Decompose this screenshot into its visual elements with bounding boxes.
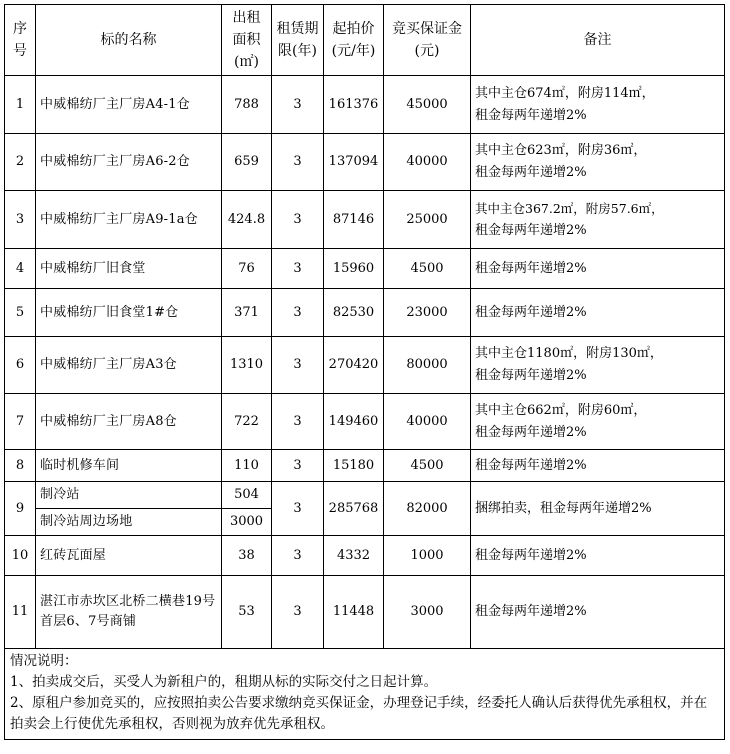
row-area: 788 [222,76,272,134]
table-row [5,394,725,450]
row-price: 137094 [324,134,384,191]
notes-line: 2、原租户参加竞买的，应按照拍卖公告要求缴纳竞买保证金，办理登记手续，经委托人确认后获得优先承租权，并在拍卖会上行使优先承租权，否则视为放弃优先承租权。 [10,695,708,732]
row-no: 6 [5,337,36,394]
row-name: 临时机修车间 [36,450,222,482]
row-remark [471,134,725,191]
remark-line: 其中主仓1180㎡，附房130㎡， [475,346,663,361]
row-term: 3 [272,191,324,249]
row-area: 38 [222,536,272,576]
row-name: 红砖瓦面屋 [36,536,222,576]
header-no: 序号 [5,5,36,76]
row-area: 659 [222,134,272,191]
row-remark [471,191,725,249]
row-no: 9 [5,482,36,536]
remark-line: 租金每两年递增2% [475,107,587,123]
row-name: 中威棉纺厂旧食堂 [36,249,222,289]
row-name: 制冷站周边场地 [36,509,222,536]
row-price: 15180 [324,450,384,482]
row-area: 504 [222,482,272,509]
remark-line: 其中主仓662㎡，附房60㎡， [475,402,647,418]
header-term: 租赁期限(年) [272,5,324,76]
row-no: 8 [5,450,36,482]
row-no: 7 [5,394,36,450]
row-area: 53 [222,576,272,649]
row-name: 中威棉纺厂主厂房A9-1a仓 [36,191,222,249]
remark-line: 其中主仓623㎡，附房36㎡， [475,143,647,158]
row-remark: 租金每两年递增2% [471,576,725,649]
row-area: 1310 [222,337,272,394]
row-remark: 租金每两年递增2% [471,450,725,482]
table-row [5,191,725,249]
notes-row [5,649,725,740]
row-name: 制冷站 [36,482,222,509]
table-row [5,337,725,394]
header-area: 出租面积(㎡) [222,5,272,76]
row-price: 4332 [324,536,384,576]
row-price: 149460 [324,394,384,450]
row-deposit: 45000 [384,76,471,134]
row-name: 中威棉纺厂主厂房A3仓 [36,337,222,394]
row-area: 110 [222,450,272,482]
remark-line: 租金每两年递增2% [475,165,587,180]
row-deposit: 1000 [384,536,471,576]
row-no: 10 [5,536,36,576]
row-deposit: 4500 [384,450,471,482]
header-name: 标的名称 [36,5,222,76]
row-deposit: 82000 [384,482,471,536]
row-remark [471,337,725,394]
row-price: 82530 [324,289,384,337]
header-remark: 备注 [471,5,725,76]
row-remark: 租金每两年递增2% [471,289,725,337]
row-deposit: 25000 [384,191,471,249]
table-row [5,482,725,509]
row-term: 3 [272,536,324,576]
row-deposit: 3000 [384,576,471,649]
row-remark: 捆绑拍卖，租金每两年递增2% [471,482,725,536]
row-name: 湛江市赤坎区北桥二横巷19号首层6、7号商铺 [36,576,222,649]
row-term: 3 [272,482,324,536]
row-term: 3 [272,450,324,482]
table-row [5,289,725,337]
row-area: 3000 [222,509,272,536]
row-name: 中威棉纺厂主厂房A6-2仓 [36,134,222,191]
row-name: 中威棉纺厂旧食堂1#仓 [36,289,222,337]
row-price: 87146 [324,191,384,249]
notes-title: 情况说明： [10,653,78,669]
row-deposit: 4500 [384,249,471,289]
row-price: 285768 [324,482,384,536]
row-term: 3 [272,337,324,394]
table-row [5,134,725,191]
row-price: 15960 [324,249,384,289]
row-price: 11448 [324,576,384,649]
table-row [5,76,725,134]
row-term: 3 [272,76,324,134]
notes-cell [5,649,725,740]
table-row [5,450,725,482]
row-remark: 租金每两年递增2% [471,249,725,289]
row-price: 161376 [324,76,384,134]
row-name: 中威棉纺厂主厂房A8仓 [36,394,222,450]
row-term: 3 [272,134,324,191]
row-no: 3 [5,191,36,249]
remark-line: 其中主仓674㎡，附房114㎡， [475,85,655,101]
header-deposit: 竞买保证金(元) [384,5,471,76]
remark-line: 租金每两年递增2% [475,222,587,238]
row-remark [471,76,725,134]
row-no: 5 [5,289,36,337]
row-term: 3 [272,289,324,337]
row-area: 424.8 [222,191,272,249]
row-deposit: 40000 [384,394,471,450]
row-no: 11 [5,576,36,649]
header-price: 起拍价(元/年) [324,5,384,76]
row-term: 3 [272,249,324,289]
row-area: 76 [222,249,272,289]
row-area: 371 [222,289,272,337]
row-deposit: 80000 [384,337,471,394]
row-price: 270420 [324,337,384,394]
row-deposit: 23000 [384,289,471,337]
row-no: 1 [5,76,36,134]
row-name: 中威棉纺厂主厂房A4-1仓 [36,76,222,134]
table-row [5,536,725,576]
remark-line: 其中主仓367.2㎡，附房57.6㎡， [475,200,664,216]
row-area: 722 [222,394,272,450]
row-term: 3 [272,576,324,649]
row-term: 3 [272,394,324,450]
row-remark [471,394,725,450]
table-row [5,576,725,649]
row-remark: 租金每两年递增2% [471,536,725,576]
lease-auction-table [4,4,725,740]
remark-line: 租金每两年递增2% [475,424,587,440]
remark-line: 租金每两年递增2% [475,368,587,383]
header-row [5,5,725,76]
table-row [5,249,725,289]
row-no: 4 [5,249,36,289]
notes-line: 1、拍卖成交后，买受人为新租户的，租期从标的实际交付之日起计算。 [10,674,438,690]
row-no: 2 [5,134,36,191]
row-deposit: 40000 [384,134,471,191]
